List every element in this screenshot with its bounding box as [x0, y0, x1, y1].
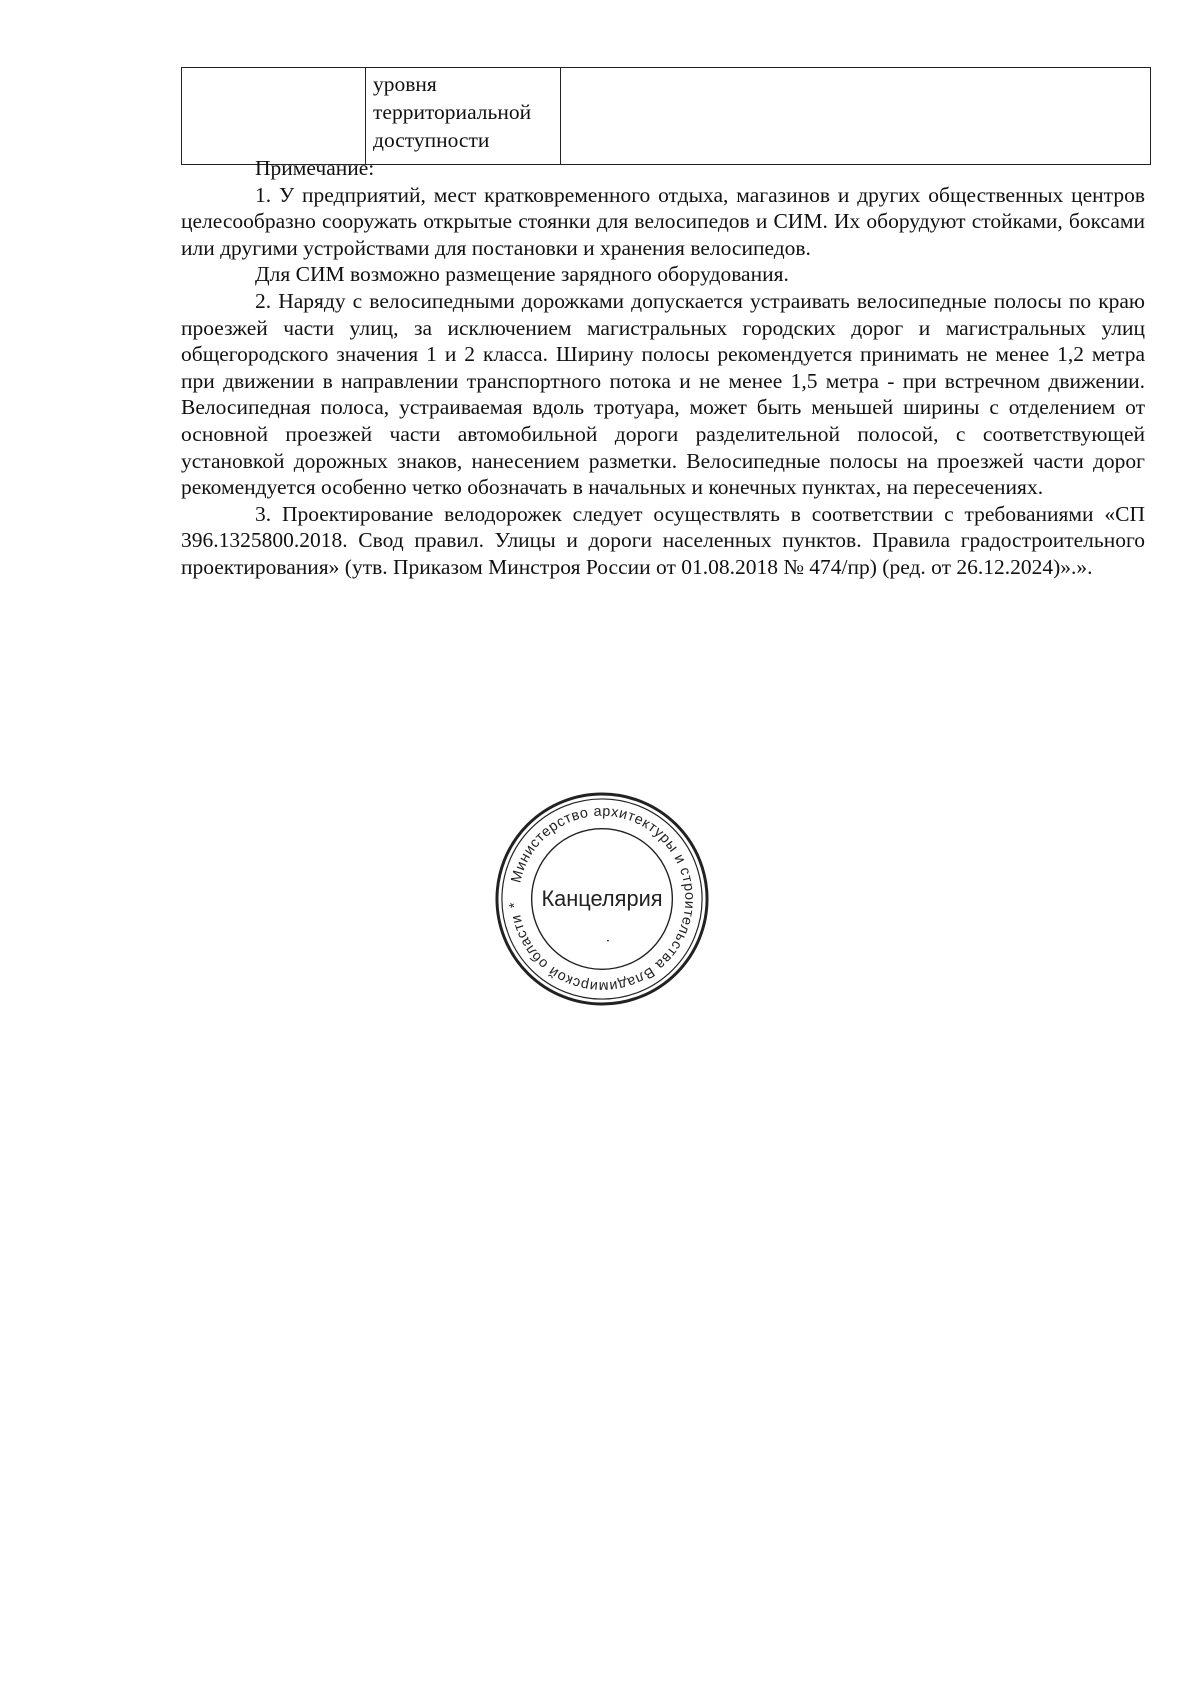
- table-cell-text: [373, 68, 560, 154]
- table-row: [182, 68, 1151, 165]
- table-cell-3: [561, 68, 1151, 165]
- official-seal: [493, 790, 711, 1008]
- cell-line: территориальной: [373, 100, 532, 124]
- note-paragraph-2: 2. Наряду с велосипедными дорожками допускается устраивать велосипедные полосы по краю проезжей части улиц, за исключением магистральных городских дорог и магистральных улиц общегородского значения 1 и 2 класса. Ширину полосы рекомендуется принимать не менее 1,2 метра при движении в направлении транспортного потока и не менее 1,5 метра - при встречном движении. Велосипедная полоса, устраиваемая вдоль тротуара, может быть меньшей ширины с отделением от основной проезжей части автомобильной дороги разделительной полосой, с соответствующей установкой дорожных знаков, нанесением разметки. Велосипедные полосы на проезжей части дорог рекомендуется особенно четко обозначать в начальных и конечных пунктах, на пересечениях.: [181, 288, 1145, 500]
- table-fragment: [181, 67, 1151, 165]
- cell-line: уровня: [373, 72, 437, 96]
- note-section: [181, 155, 1145, 581]
- note-paragraph-3: 3. Проектирование велодорожек следует осуществлять в соответствии с требованиями «СП 396.1325800.2018. Свод правил. Улицы и дороги населенных пунктов. Правила градостроительного проектирования» (утв. Приказом Минстроя России от 01.08.2018 № 474/пр) (ред. от 26.12.2024)».».: [181, 501, 1145, 579]
- table-cell-1: [182, 68, 366, 165]
- seal-center-text: Канцелярия: [541, 885, 663, 911]
- note-paragraph-1-sim: Для СИМ возможно размещение зарядного оборудования.: [255, 262, 789, 287]
- seal-center-dot: [607, 940, 609, 942]
- note-label: Примечание:: [255, 156, 375, 180]
- table-cell-2: [366, 68, 561, 165]
- note-paragraph-1: 1. У предприятий, мест кратковременного отдыха, магазинов и других общественных центров целесообразно сооружать открытые стоянки для велосипедов и СИМ. Их оборудуют стойками, боксами или другими устройствами для постановки и хранения велосипедов.: [181, 182, 1145, 260]
- cell-line: доступности: [373, 128, 490, 152]
- seal-ring-text: Министерство архитектуры и строительства Владимирской области*: [506, 803, 698, 995]
